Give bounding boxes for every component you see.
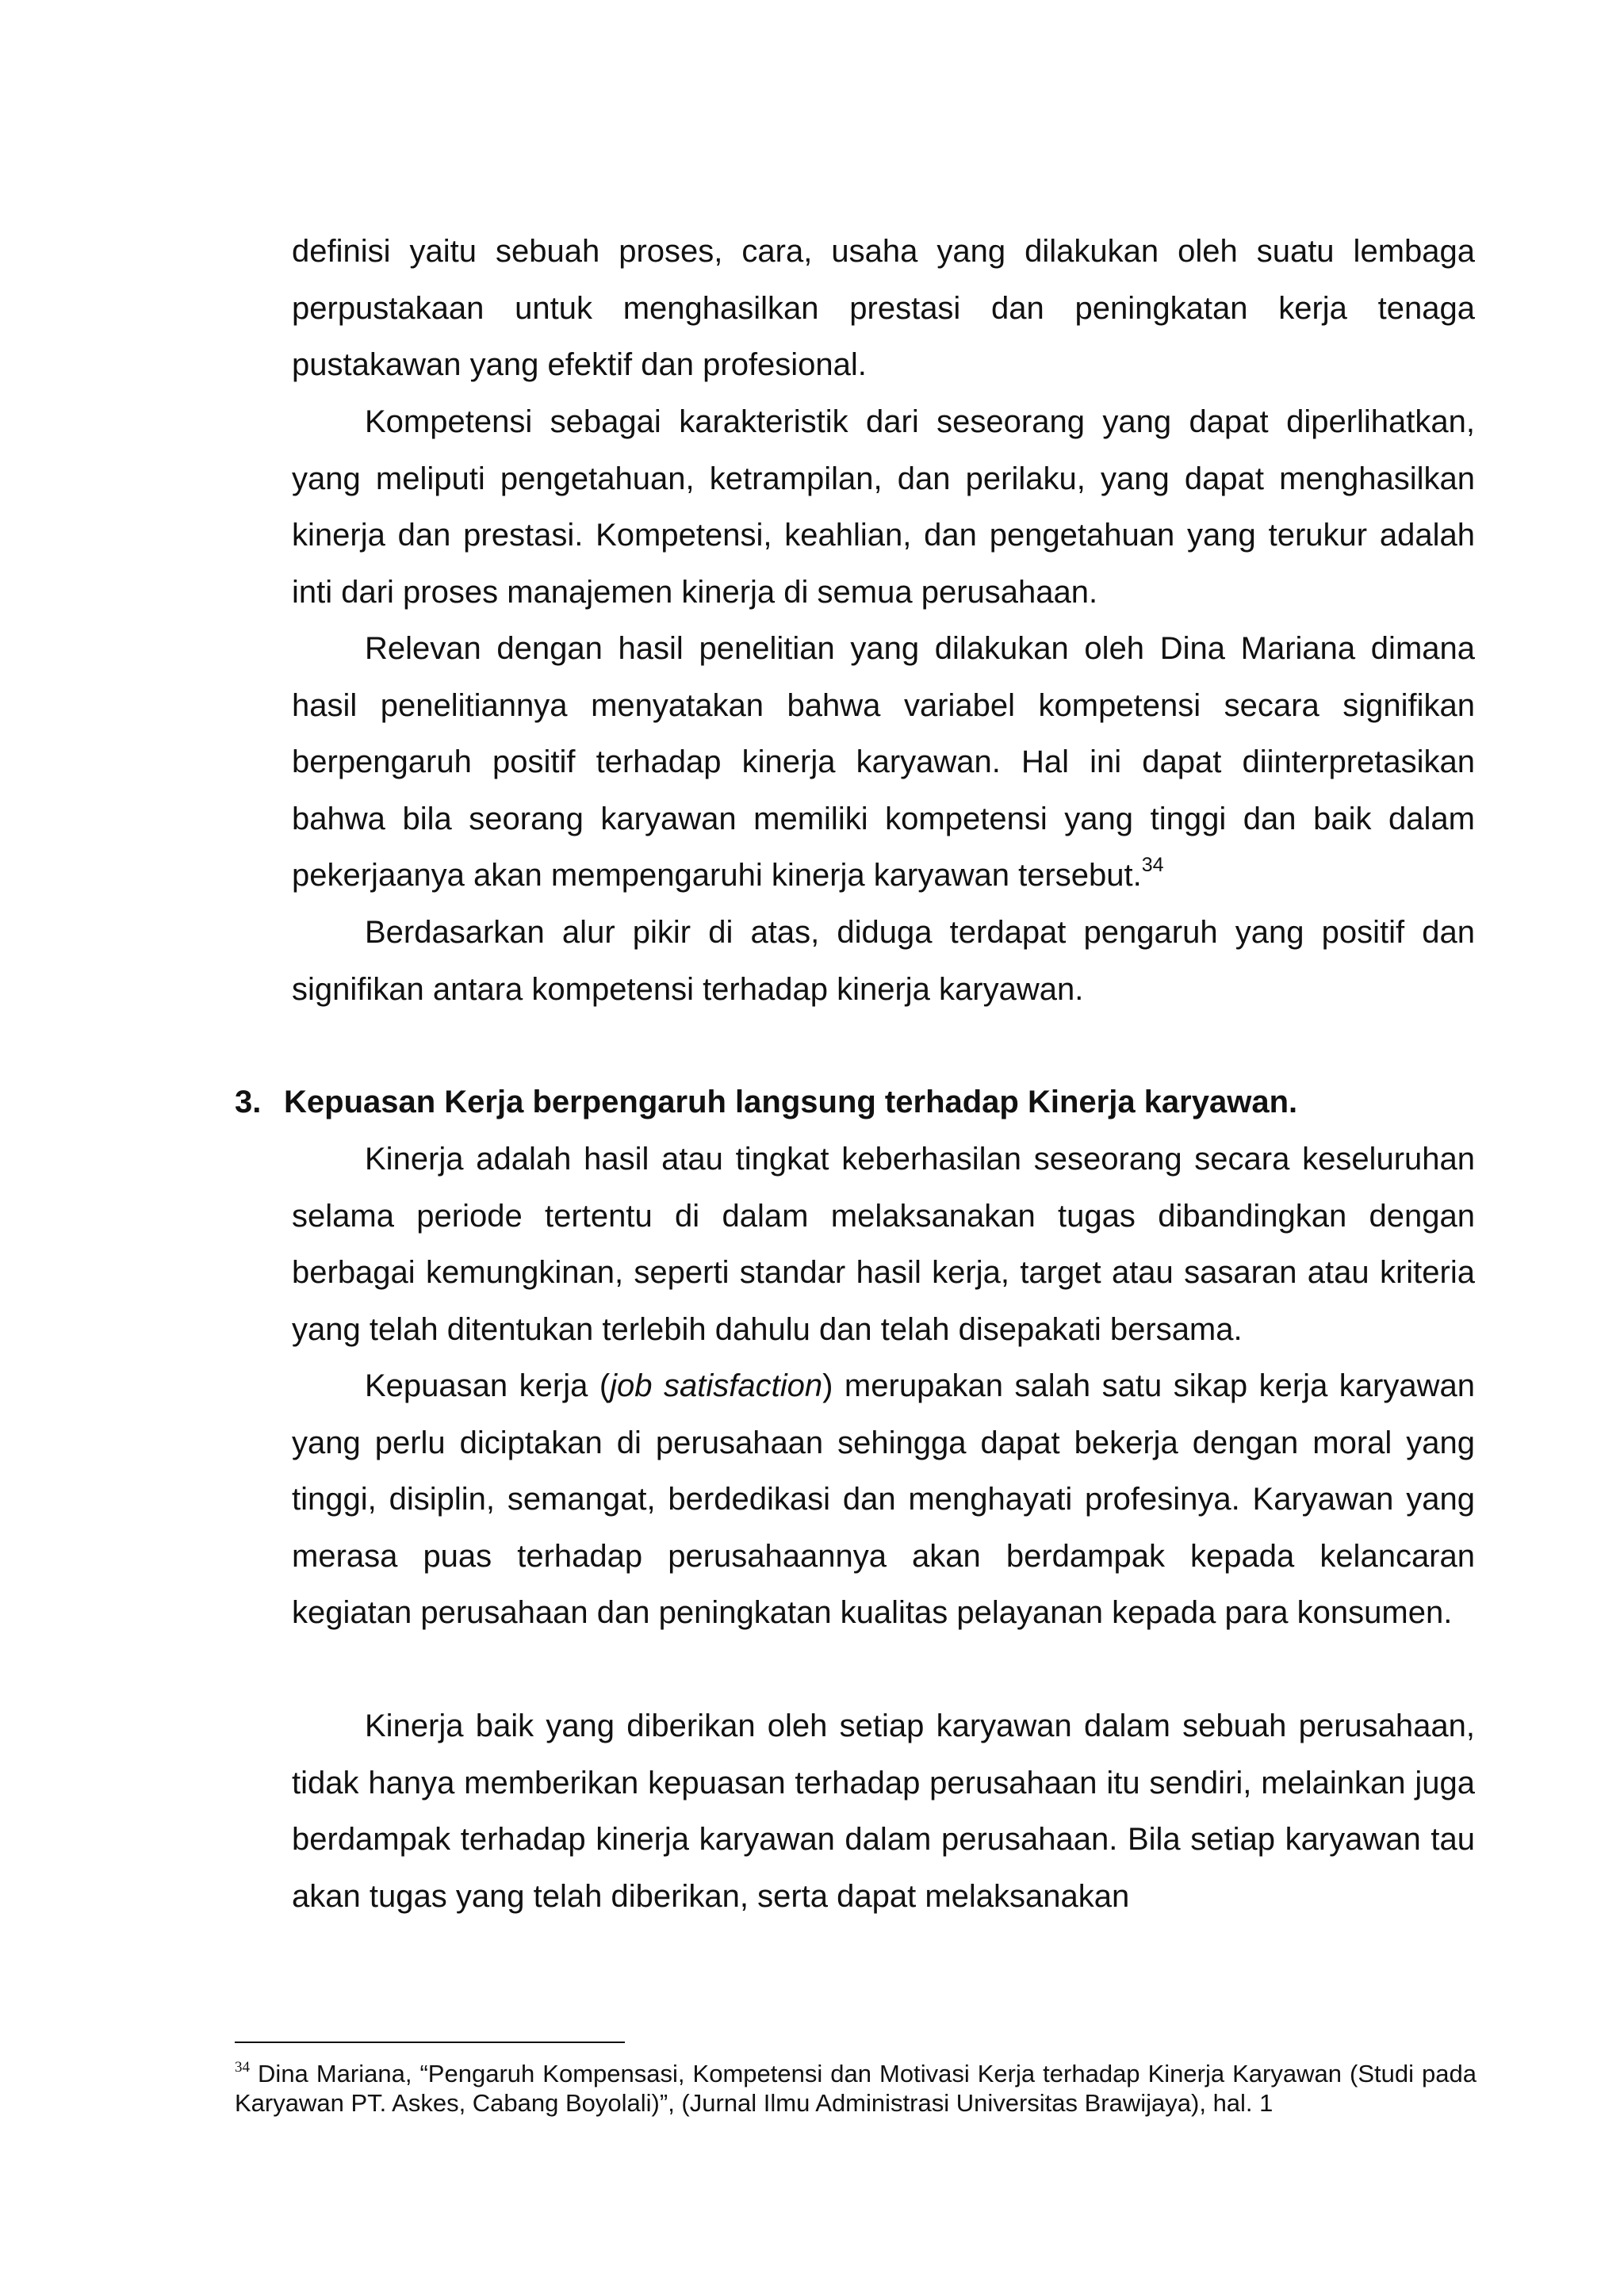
paragraph-berdasarkan	[292, 905, 1475, 1018]
paragraph-intro	[292, 224, 1475, 394]
footnote-text: Dina Mariana, “Pengaruh Kompensasi, Kompetensi dan Motivasi Kerja terhadap Kinerja Karyawan (Studi pada Karyawan PT. Askes, Cabang Boyolali)”, (Jurnal Ilmu Administrasi Universitas Brawijaya), hal. 1	[235, 2060, 1477, 2117]
paragraph-kepuasan-lead: Kepuasan kerja (	[365, 1368, 611, 1403]
footnote-separator	[235, 2042, 625, 2043]
paragraph-relevan	[292, 621, 1475, 905]
paragraph-kompetensi	[292, 394, 1475, 621]
section-heading	[235, 1074, 1297, 1131]
paragraph-kepuasan-rest: ) merupakan salah satu sikap kerja karyawan yang perlu diciptakan di perusahaan sehingga dapat bekerja dengan moral yang tinggi, disiplin, semangat, berdedikasi dan menghayati profesinya. Karyawan yang merasa puas terhadap perusahaannya akan berdampak kepada kelancaran kegiatan perusahaan dan peningkatan kualitas pelayanan kepada para konsumen.	[292, 1368, 1475, 1630]
footnote-number: 34	[235, 2059, 250, 2076]
paragraph-kepuasan-italic-term: job satisfaction	[610, 1368, 823, 1403]
paragraph-kinerja-text: Kinerja adalah hasil atau tingkat keberhasilan seseorang secara keseluruhan selama periode tertentu di dalam melaksanakan tugas dibandingkan dengan berbagai kemungkinan, seperti standar hasil kerja, target atau sasaran atau kriteria yang telah ditentukan terlebih dahulu dan telah disepakati bersama.	[292, 1142, 1475, 1347]
paragraph-berdasarkan-text: Berdasarkan alur pikir di atas, diduga terdapat pengaruh yang positif dan signifikan antara kompetensi terhadap kinerja karyawan.	[292, 915, 1475, 1007]
section-heading-number: 3.	[235, 1085, 262, 1119]
section-heading-text: Kepuasan Kerja berpengaruh langsung terhadap Kinerja karyawan.	[284, 1085, 1298, 1119]
paragraph-intro-text: definisi yaitu sebuah proses, cara, usaha yang dilakukan oleh suatu lembaga perpustakaan untuk menghasilkan prestasi dan peningkatan kerja tenaga pustakawan yang efektif dan profesional.	[292, 234, 1475, 382]
paragraph-kinerja-baik	[292, 1698, 1475, 1925]
paragraph-relevan-text: Relevan dengan hasil penelitian yang dilakukan oleh Dina Mariana dimana hasil penelitiannya menyatakan bahwa variabel kompetensi secara signifikan berpengaruh positif terhadap kinerja karyawan. Hal ini dapat diinterpretasikan bahwa bila seorang karyawan memiliki kompetensi yang tinggi dan baik dalam pekerjaanya akan mempengaruhi kinerja karyawan tersebut.	[292, 631, 1475, 893]
paragraph-kepuasan	[292, 1358, 1475, 1642]
paragraph-kinerja	[292, 1131, 1475, 1358]
paragraph-kinerja-baik-text: Kinerja baik yang diberikan oleh setiap karyawan dalam sebuah perusahaan, tidak hanya memberikan kepuasan terhadap perusahaan itu sendiri, melainkan juga berdampak terhadap kinerja karyawan dalam perusahaan. Bila setiap karyawan tau akan tugas yang telah diberikan, serta dapat melaksanakan	[292, 1709, 1475, 1914]
footnote-reference: 34	[1141, 854, 1164, 876]
paragraph-kompetensi-text: Kompetensi sebagai karakteristik dari seseorang yang dapat diperlihatkan, yang meliputi pengetahuan, ketrampilan, dan perilaku, yang dapat menghasilkan kinerja dan prestasi. Kompetensi, keahlian, dan pengetahuan yang terukur adalah inti dari proses manajemen kinerja di semua perusahaan.	[292, 404, 1475, 610]
footnote	[235, 2059, 1477, 2118]
